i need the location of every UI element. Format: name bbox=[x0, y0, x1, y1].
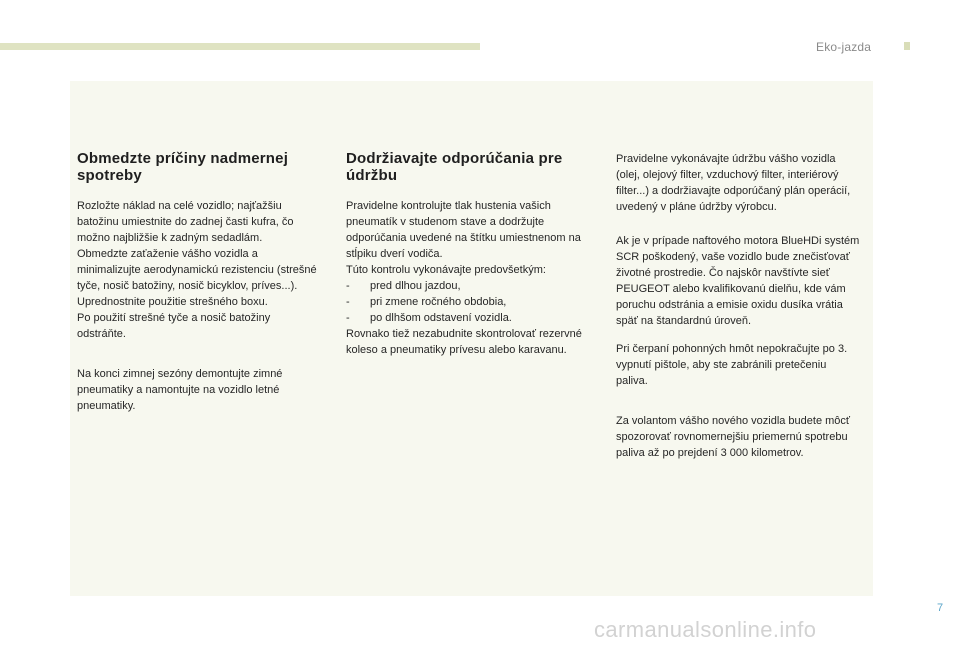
list-item: - pred dlhou jazdou, bbox=[346, 278, 590, 294]
column-maintenance-recommendations bbox=[346, 150, 590, 358]
chapter-title: Eko-jazda bbox=[816, 40, 872, 54]
paragraph-bluehdi-scr: Ak je v prípade naftového motora BlueHDi systém SCR poškodený, vaše vozidlo bude znečisťovať životné prostredie. Čo najskôr navštívte sieť PEUGEOT alebo kvalifikovanú dielňu, kde vám poruchu odstránia a emisie oxidu dusíka vrátia späť na štandardnú úroveň. bbox=[616, 235, 860, 327]
column-maintenance-details bbox=[616, 151, 861, 461]
paragraph-load-distribution: Rozložte náklad na celé vozidlo; najťažšiu batožinu umiestnite do zadnej časti kufra, čo možno najbližšie k zadným sedadlám. bbox=[77, 200, 294, 244]
paragraph-regular-service: Pravidelne vykonávajte údržbu vášho vozidla (olej, olejový filter, vzduchový filter, interiérový filter...) a dodržiavajte odporúčaný plán operácií, uvedený v pláne údržby výrobcu. bbox=[616, 153, 851, 213]
page-number: 7 bbox=[937, 602, 944, 614]
header-accent-bar bbox=[0, 43, 480, 50]
section-heading-maintenance: Dodržiavajte odporúčania pre údržbu bbox=[346, 150, 563, 184]
column-reduce-consumption bbox=[77, 150, 317, 414]
list-item: - po dlhšom odstavení vozidla. bbox=[346, 310, 590, 326]
content-panel bbox=[70, 81, 873, 596]
paragraph-check-when: Túto kontrolu vykonávajte predovšetkým: bbox=[346, 264, 546, 276]
paragraph-refuelling: Pri čerpaní pohonných hmôt nepokračujte po 3. vypnutí pištole, aby ste zabránili pretečeniu paliva. bbox=[616, 343, 848, 387]
paragraph-tyre-pressure: Pravidelne kontrolujte tlak hustenia vašich pneumatík v studenom stave a dodržujte odporúčania uvedené na štítku umiestnenom na stĺpiku dverí vodiča. bbox=[346, 200, 581, 260]
paragraph-remove-roof-bars: Po použití strešné tyče a nosič batožiny odstráňte. bbox=[77, 312, 271, 340]
watermark: carmanualsonline.info bbox=[594, 617, 817, 642]
paragraph-winter-tyres: Na konci zimnej sezóny demontujte zimné pneumatiky a namontujte na vozidlo letné pneumatiky. bbox=[77, 368, 283, 412]
bullet-list-check-occasions bbox=[346, 278, 590, 326]
section-heading-reduce-consumption: Obmedzte príčiny nadmernej spotreby bbox=[77, 150, 289, 184]
chapter-marker bbox=[904, 42, 910, 50]
list-item: - pri zmene ročného obdobia, bbox=[346, 294, 590, 310]
paragraph-aerodynamics: Obmedzte zaťaženie vášho vozidla a minimalizujte aerodynamickú rezistenciu (strešné tyče, nosič batožiny, nosič bicyklov, príves...). Uprednostnite použitie strešného boxu. bbox=[77, 248, 317, 308]
paragraph-new-vehicle-consumption: Za volantom vášho nového vozidla budete môcť spozorovať rovnomernejšiu priemernú spotrebu paliva až po prejdení 3 000 kilometrov. bbox=[616, 415, 851, 459]
paragraph-spare-wheel: Rovnako tiež nezabudnite skontrolovať rezervné koleso a pneumatiky prívesu alebo karavanu. bbox=[346, 328, 582, 356]
